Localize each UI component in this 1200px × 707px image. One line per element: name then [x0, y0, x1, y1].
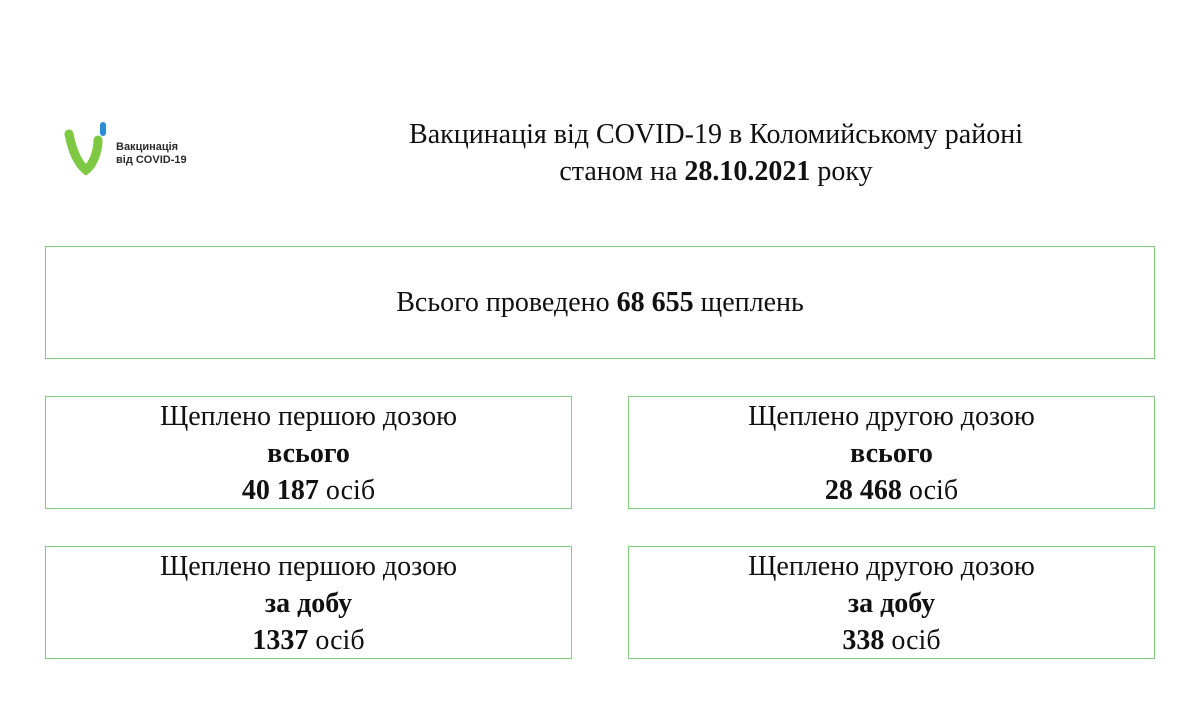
- title-date-suffix: року: [817, 156, 873, 187]
- card-unit: осіб: [325, 475, 376, 506]
- second-dose-total-card: [628, 396, 1155, 509]
- total-value: 68 655: [616, 287, 694, 318]
- total-vaccinations-box: [45, 246, 1155, 359]
- title-line-1: Вакцинація від COVID-19 в Коломийському районі: [409, 119, 1023, 150]
- card-period: за добу: [264, 588, 353, 619]
- card-unit: осіб: [315, 625, 365, 656]
- card-count: [46, 472, 571, 509]
- page-title: [300, 116, 1132, 190]
- logo-line-2: від COVID-19: [116, 154, 187, 166]
- total-vaccinations-text: [396, 284, 804, 321]
- card-value: 1337: [252, 625, 309, 656]
- total-suffix: щеплень: [700, 287, 804, 318]
- card-period: за добу: [847, 588, 936, 619]
- card-heading: Щеплено першою дозою: [160, 401, 457, 432]
- card-value: 28 468: [824, 475, 902, 506]
- card-unit: осіб: [908, 475, 959, 506]
- title-line-2: [300, 153, 1132, 190]
- card-unit: осіб: [891, 625, 941, 656]
- second-dose-daily-card: [628, 546, 1155, 659]
- logo-text: [116, 141, 187, 167]
- card-heading: Щеплено другою дозою: [748, 401, 1035, 432]
- card-heading: Щеплено першою дозою: [160, 551, 457, 582]
- card-count: [629, 472, 1154, 509]
- total-prefix: Всього проведено: [396, 287, 610, 318]
- card-count: [629, 622, 1154, 659]
- vaccination-v-icon: [64, 120, 110, 176]
- card-count: [46, 622, 571, 659]
- title-date: 28.10.2021: [684, 156, 811, 187]
- card-period: всього: [267, 438, 350, 469]
- vaccination-logo: [64, 120, 214, 176]
- card-value: 40 187: [241, 475, 319, 506]
- title-date-prefix: станом на: [559, 156, 678, 187]
- logo-line-1: Вакцинація: [116, 141, 179, 153]
- card-value: 338: [842, 625, 885, 656]
- first-dose-daily-card: [45, 546, 572, 659]
- card-period: всього: [850, 438, 933, 469]
- first-dose-total-card: [45, 396, 572, 509]
- card-heading: Щеплено другою дозою: [748, 551, 1035, 582]
